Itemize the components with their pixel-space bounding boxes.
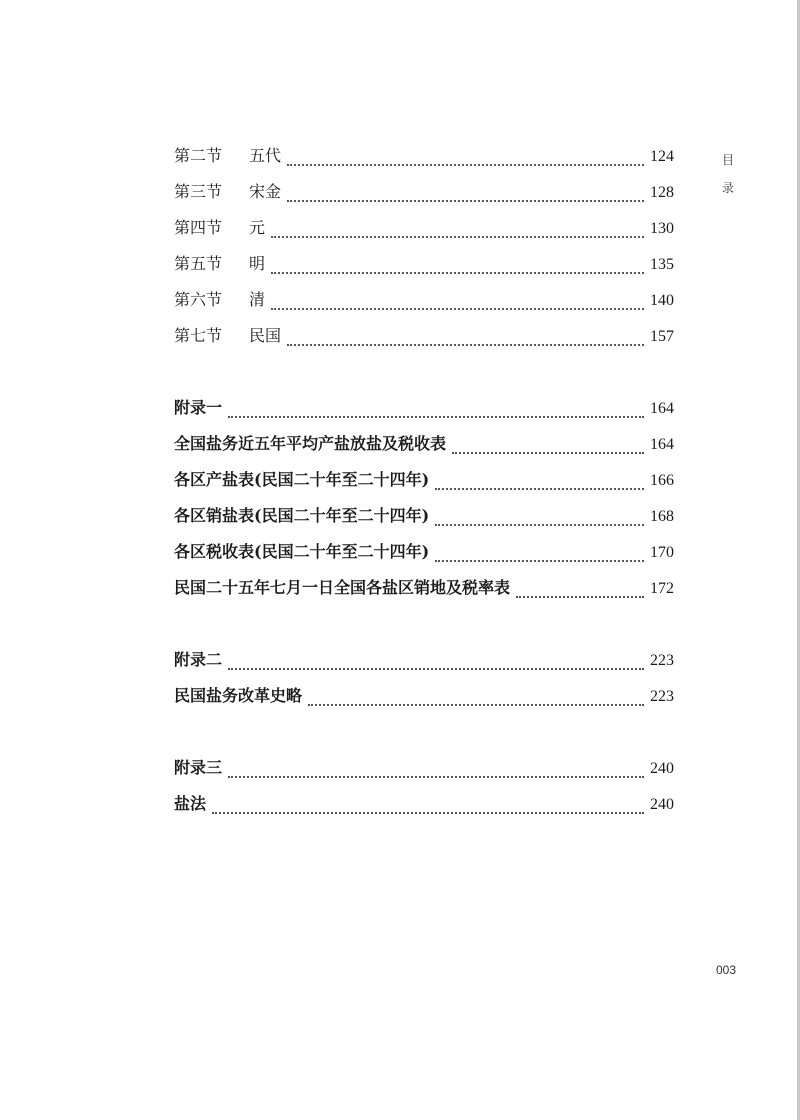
section-spacer <box>174 612 674 648</box>
toc-entry-title: 盐法 <box>174 794 207 813</box>
toc-section-title: 元 <box>249 218 266 237</box>
toc-appendix-title: 附录一 <box>174 398 223 417</box>
dot-leader <box>228 416 644 418</box>
table-of-contents <box>174 144 674 828</box>
page-footer-number: 003 <box>716 963 737 977</box>
toc-entry[interactable] <box>174 144 674 180</box>
dot-leader <box>228 668 644 670</box>
dot-leader <box>271 272 644 274</box>
section-spacer <box>174 720 674 756</box>
toc-page-number: 223 <box>650 652 674 669</box>
toc-entry[interactable] <box>174 540 674 576</box>
toc-section-number: 第四节 <box>174 218 223 237</box>
toc-page-number: 172 <box>650 580 674 597</box>
toc-section-number: 第六节 <box>174 290 223 309</box>
toc-entry-title: 全国盐务近五年平均产盐放盐及税收表 <box>174 434 447 453</box>
toc-page-number: 166 <box>650 472 674 489</box>
toc-appendix-heading[interactable] <box>174 396 674 432</box>
toc-entry-title: 民国盐务改革史略 <box>174 686 303 705</box>
toc-entry-label <box>174 288 265 312</box>
toc-page-number: 240 <box>650 760 674 777</box>
toc-page-number: 223 <box>650 688 674 705</box>
dot-leader <box>308 704 644 706</box>
toc-entry-title: 各区税收表(民国二十年至二十四年) <box>174 542 430 561</box>
dot-leader <box>452 452 644 454</box>
dot-leader <box>271 308 644 310</box>
toc-entry-label <box>174 216 265 240</box>
running-header-vertical <box>721 146 735 202</box>
toc-section-title: 民国 <box>249 326 282 345</box>
toc-section-number: 第七节 <box>174 326 223 345</box>
toc-appendix-heading[interactable] <box>174 756 674 792</box>
toc-appendix-title: 附录二 <box>174 650 223 669</box>
toc-entry[interactable] <box>174 432 674 468</box>
toc-entry-label <box>174 324 281 348</box>
dot-leader <box>212 812 644 814</box>
toc-entry-title: 各区产盐表(民国二十年至二十四年) <box>174 470 430 489</box>
toc-entry[interactable] <box>174 252 674 288</box>
toc-page-number: 164 <box>650 436 674 453</box>
dot-leader <box>287 200 644 202</box>
toc-section-title: 明 <box>249 254 266 273</box>
toc-entry-label <box>174 252 265 276</box>
toc-page-number: 157 <box>650 328 674 345</box>
dot-leader <box>271 236 644 238</box>
dot-leader <box>435 488 644 490</box>
toc-entry[interactable] <box>174 216 674 252</box>
toc-entry[interactable] <box>174 576 674 612</box>
toc-appendix-title: 附录三 <box>174 758 223 777</box>
dot-leader <box>435 560 644 562</box>
toc-entry-label <box>174 180 281 204</box>
toc-page-number: 168 <box>650 508 674 525</box>
toc-page-number: 130 <box>650 220 674 237</box>
toc-appendix-heading[interactable] <box>174 648 674 684</box>
toc-section-title: 清 <box>249 290 266 309</box>
running-header-char-2: 录 <box>721 181 734 195</box>
toc-section-title: 宋金 <box>249 182 282 201</box>
dot-leader <box>228 776 644 778</box>
toc-page-number: 240 <box>650 796 674 813</box>
toc-entry[interactable] <box>174 504 674 540</box>
toc-entry-label <box>174 144 281 168</box>
toc-entry[interactable] <box>174 792 674 828</box>
toc-section-number: 第二节 <box>174 146 223 165</box>
toc-page-number: 124 <box>650 148 674 165</box>
dot-leader <box>435 524 644 526</box>
toc-page-number: 164 <box>650 400 674 417</box>
running-header-char-1: 目 <box>721 153 734 167</box>
section-spacer <box>174 360 674 396</box>
toc-entry-title: 民国二十五年七月一日全国各盐区销地及税率表 <box>174 578 511 597</box>
toc-section-number: 第五节 <box>174 254 223 273</box>
toc-entry[interactable] <box>174 324 674 360</box>
toc-page-number: 140 <box>650 292 674 309</box>
dot-leader <box>287 164 644 166</box>
dot-leader <box>516 596 644 598</box>
toc-section-number: 第三节 <box>174 182 223 201</box>
toc-entry[interactable] <box>174 180 674 216</box>
toc-entry[interactable] <box>174 288 674 324</box>
toc-section-title: 五代 <box>249 146 282 165</box>
toc-page-number: 135 <box>650 256 674 273</box>
toc-entry[interactable] <box>174 468 674 504</box>
toc-entry[interactable] <box>174 684 674 720</box>
dot-leader <box>287 344 644 346</box>
toc-page-number: 170 <box>650 544 674 561</box>
toc-entry-title: 各区销盐表(民国二十年至二十四年) <box>174 506 430 525</box>
toc-page-number: 128 <box>650 184 674 201</box>
